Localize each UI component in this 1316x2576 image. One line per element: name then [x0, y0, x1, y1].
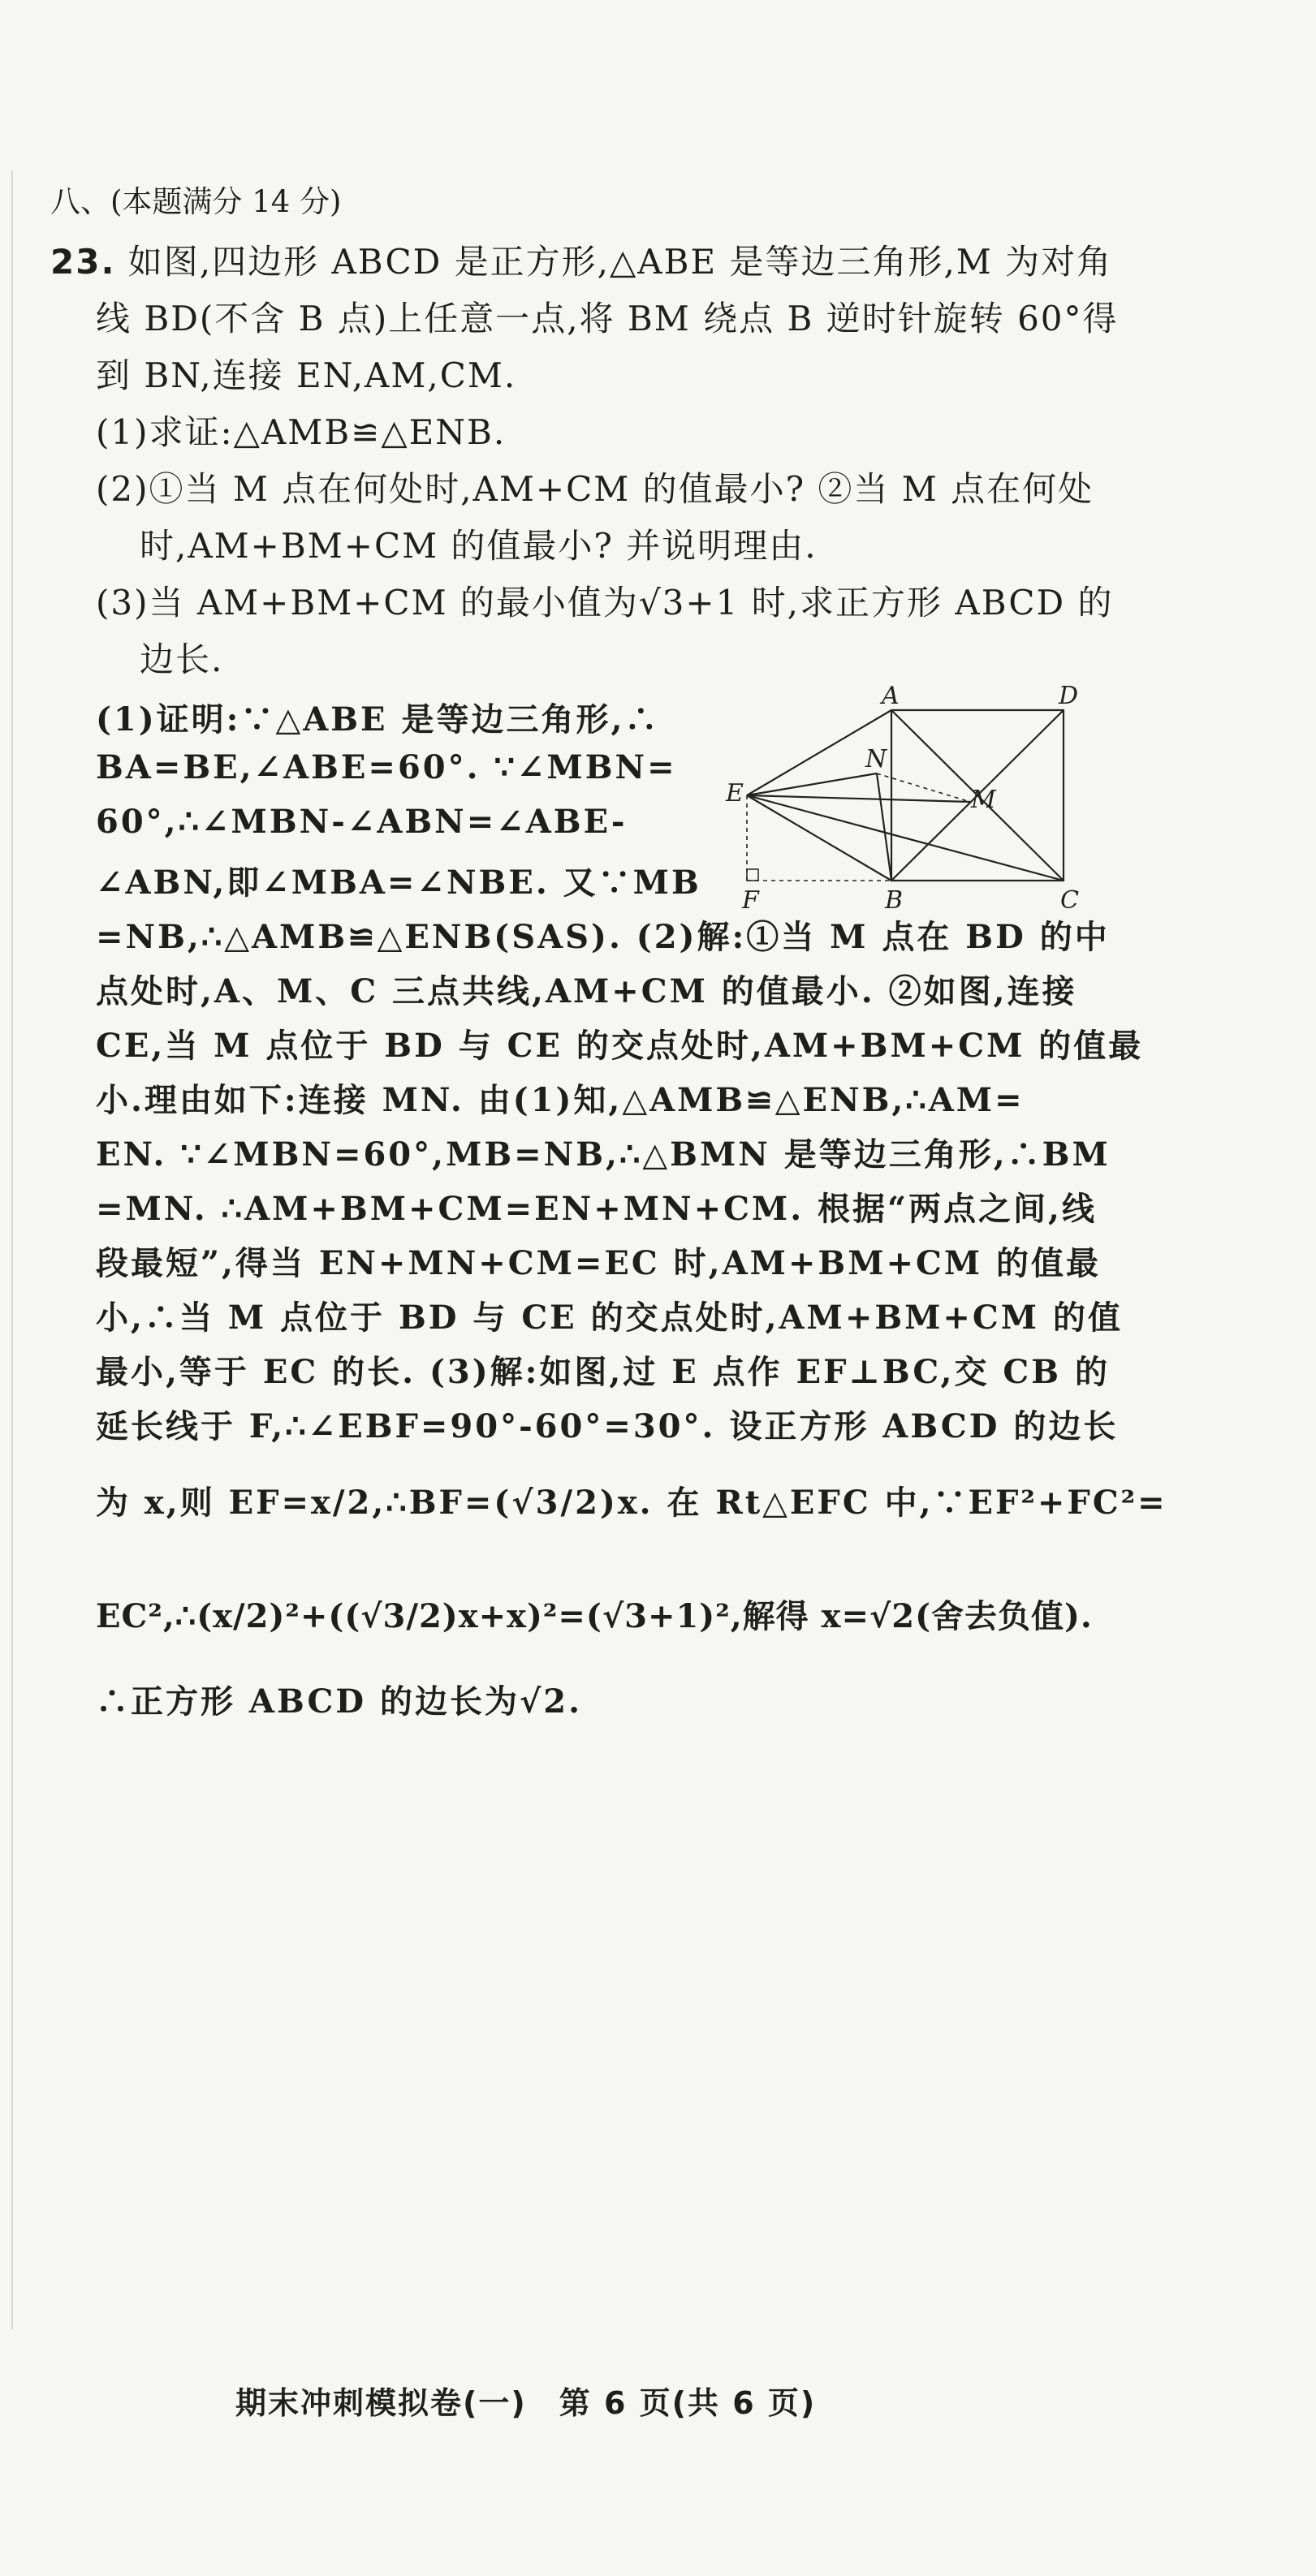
question-text: 如图,四边形 ABCD 是正方形,△ABE 是等边三角形,M 为对角 [127, 242, 1113, 282]
segment-nb [877, 773, 891, 881]
label-b: B [885, 886, 904, 913]
label-a: A [882, 686, 900, 710]
solution-line: CE,当 M 点位于 BD 与 CE 的交点处时,AM+BM+CM 的值最 [96, 1027, 1144, 1065]
label-e: E [726, 779, 744, 808]
solution-line: 60°,∴∠MBN-∠ABN=∠ABE- [96, 803, 628, 841]
solution-line [96, 911, 1110, 958]
label-n: N [865, 745, 887, 773]
solution-line: ∠ABN,即∠MBA=∠NBE. 又∵MB [96, 864, 701, 902]
question-line-1 [50, 235, 1112, 284]
solution-line: (1)证明:∵△ABE 是等边三角形,∴ [96, 700, 660, 739]
solution-line: 为 x,则 EF=x/2,∴BF=(√3/2)x. 在 Rt△EFC 中,∵EF²+FC²= [96, 1484, 1167, 1522]
question-number: 23. [50, 242, 116, 282]
solution-line: =MN. ∴AM+BM+CM=EN+MN+CM. 根据“两点之间,线 [96, 1190, 1097, 1228]
question-line-2: 线 BD(不含 B 点)上任意一点,将 BM 绕点 B 逆时针旋转 60°得 [96, 299, 1119, 338]
solution-line-head: =NB,∴△AMB≌△ENB(SAS). (2)解: [96, 918, 747, 956]
solution-line: 小.理由如下:连接 MN. 由(1)知,△AMB≌△ENB,∴AM= [96, 1081, 1025, 1119]
solution-line: EC²,∴(x/2)²+((√3/2)x+x)²=(√3+1)²,解得 x=√2(舍去负值). [96, 1597, 1093, 1635]
solution-line: 最小,等于 EC 的长. (3)解:如图,过 E 点作 EF⊥BC,交 CB 的 [96, 1353, 1110, 1391]
solution-line: 延长线于 F,∴∠EBF=90°-60°=30°. 设正方形 ABCD 的边长 [96, 1407, 1119, 1445]
geometry-figure [723, 686, 1080, 913]
solution-line: 段最短”,得当 EN+MN+CM=EC 时,AM+BM+CM 的值最 [96, 1244, 1102, 1282]
solution-line: 小,∴当 M 点位于 BD 与 CE 的交点处时,AM+BM+CM 的值 [96, 1299, 1123, 1337]
solution-line: 点处时,A、M、C 三点共线,AM+CM 的值最小. ②如图,连接 [96, 972, 1077, 1010]
solution-line: EN. ∵∠MBN=60°,MB=NB,∴△BMN 是等边三角形,∴BM [96, 1135, 1111, 1174]
section-heading: 八、(本题满分 14 分) [50, 184, 342, 219]
footer-title: 期末冲刺模拟卷(一) [235, 2385, 527, 2421]
solution-line-tail: ①当 M 点在 BD 的中 [746, 918, 1110, 956]
label-f: F [742, 886, 759, 913]
question-part-3-cont: 边长. [140, 640, 224, 679]
page-margin-line [11, 170, 13, 2329]
question-line-3: 到 BN,连接 EN,AM,CM. [96, 355, 517, 395]
label-d: D [1059, 686, 1079, 710]
question-part-2-cont: 时,AM+BM+CM 的值最小? 并说明理由. [140, 526, 818, 566]
label-m: M [971, 786, 996, 814]
solution-conclusion: ∴正方形 ABCD 的边长为√2. [96, 1682, 583, 1721]
question-part-3: (3)当 AM+BM+CM 的最小值为√3+1 时,求正方形 ABCD 的 [96, 583, 1114, 622]
right-angle-mark [747, 869, 758, 881]
footer-page-number: 第 6 页(共 6 页) [559, 2385, 817, 2421]
question-part-2: (2)①当 M 点在何处时,AM+CM 的值最小? ②当 M 点在何处 [96, 469, 1094, 509]
question-part-1: (1)求证:△AMB≌△ENB. [96, 412, 507, 452]
solution-line: BA=BE,∠ABE=60°. ∵∠MBN= [96, 748, 677, 786]
label-c: C [1060, 886, 1079, 913]
segment-em [747, 795, 970, 802]
page-footer [235, 2378, 816, 2423]
segment-eb [747, 795, 891, 881]
